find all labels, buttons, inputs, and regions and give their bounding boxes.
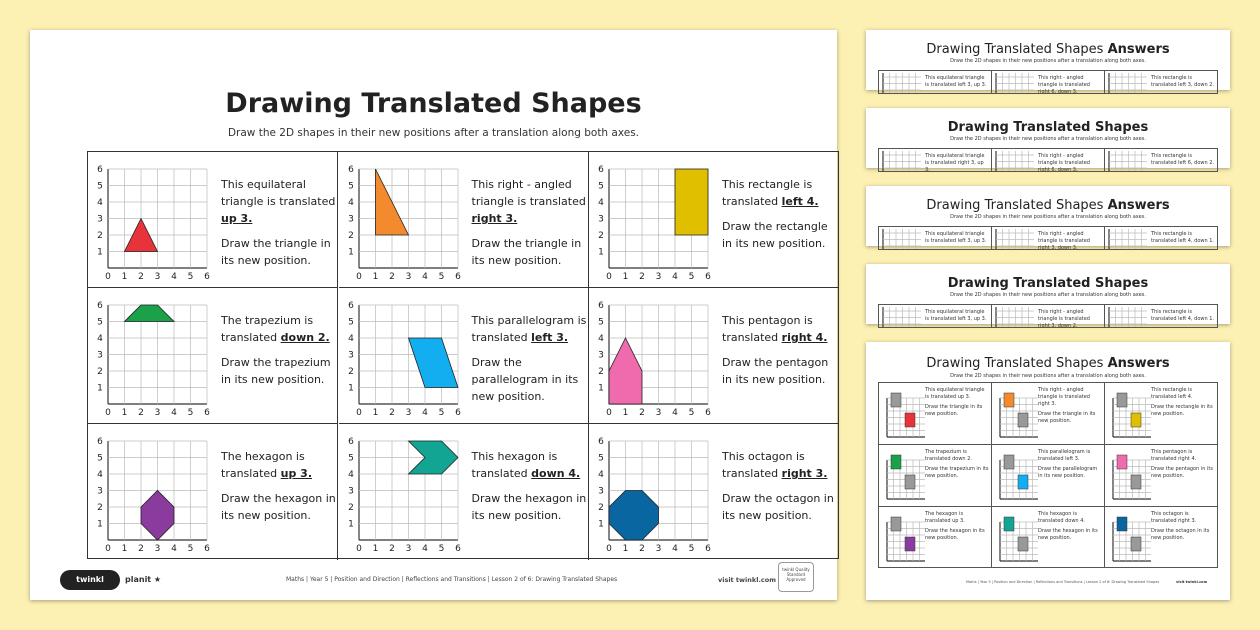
y-tick-label: 5 [97,453,103,464]
y-tick-label: 4 [598,334,604,344]
x-tick-label: 1 [622,408,629,418]
rectangle-shape [675,169,708,235]
y-tick-label: 4 [97,334,103,344]
x-tick-label: 3 [154,272,161,282]
x-tick-label: 6 [705,544,711,554]
preview-page[interactable] [866,186,1230,250]
x-tick-label: 0 [606,544,612,554]
exercise-cell [88,424,338,560]
instruction-text: The trapezium is translated down 2. Draw the trapezium in its new position. [221,314,331,386]
preview-page[interactable] [866,264,1230,328]
preview-title: Drawing Translated Shapes Answers [926,42,1170,57]
x-tick-label: 0 [105,272,111,282]
twinkl-logo: twinkl [60,570,120,590]
answer-cell [879,507,992,568]
y-tick-label: 1 [598,519,604,530]
x-tick-label: 2 [138,408,144,418]
y-tick-label: 1 [598,383,604,394]
x-tick-label: 1 [121,408,128,418]
coordinate-grid [339,152,471,288]
parallelogram-shape [408,338,458,388]
y-tick-label: 5 [97,317,103,328]
exercise-cell [88,288,338,424]
translated-shape [905,537,915,551]
y-tick-label: 1 [97,519,103,530]
y-tick-label: 6 [347,301,354,311]
exercise-cell [88,152,338,288]
y-tick-label: 2 [347,231,354,241]
answer-text: The hexagon is translated up 3. Draw the hexagon in its new position. [925,511,985,541]
y-tick-label: 5 [598,317,604,328]
hexagon-shape [141,491,174,541]
exercise-cell [589,288,839,424]
instruction-text: This right - angled triangle is translated right 3. Draw the triangle in its new position. [471,178,586,267]
preview-cell [879,305,992,328]
answers-grid [878,382,1218,568]
x-tick-label: 4 [171,408,177,418]
coordinate-grid [88,152,220,288]
x-tick-label: 2 [639,544,645,554]
x-tick-label: 6 [454,408,461,418]
y-tick-label: 5 [97,181,103,192]
translated-shape [1018,475,1028,489]
preview-cell-text: This right - angled triangle is translated right 6, down 3. [1038,75,1090,94]
x-tick-label: 0 [105,544,111,554]
preview-cell [879,71,992,94]
answer-text: This rectangle is translated left 4. Draw the rectangle in its new position. [1151,387,1213,417]
original-shape [891,393,901,407]
y-tick-label: 2 [598,503,604,513]
x-tick-label: 2 [388,408,395,418]
y-tick-label: 2 [347,503,354,513]
translated-shape [1131,475,1141,489]
instruction-text: This pentagon is translated right 4. Draw the pentagon in its new position. [722,314,829,386]
coordinate-grid [589,152,721,288]
y-tick-label: 2 [598,367,604,377]
answer-cell [1105,445,1218,507]
y-tick-label: 6 [598,165,604,175]
y-tick-label: 6 [598,437,604,447]
answer-text: The trapezium is translated down 2. Draw the trapezium in its new position. [925,449,989,479]
preview-subtitle: Draw the 2D shapes in their new positions after a translation along both axes. [950,136,1146,142]
preview-cell-text: This rectangle is translated left 4, down 1. [1151,309,1215,322]
preview-cell [992,71,1105,94]
y-tick-label: 6 [347,165,354,175]
y-tick-label: 4 [347,334,354,344]
preview-page[interactable] [866,108,1230,172]
instruction-text: This rectangle is translated left 4. Draw the rectangle in its new position. [722,178,828,250]
y-tick-label: 5 [347,181,354,192]
x-tick-label: 1 [372,272,378,282]
instruction-text: This parallelogram is translated left 3. Draw the parallelogram in its new position. [471,314,587,403]
y-tick-label: 4 [347,198,354,208]
y-tick-label: 3 [97,486,103,497]
y-tick-label: 3 [598,214,604,225]
y-tick-label: 4 [97,198,103,208]
preview-cell-text: This rectangle is translated left 6, down 2. [1151,153,1215,166]
coordinate-grid [88,288,220,424]
x-tick-label: 1 [121,544,128,554]
answer-text: This pentagon is translated right 4. Draw the pentagon in its new position. [1151,449,1213,479]
answer-text: This hexagon is translated down 4. Draw the hexagon in its new position. [1038,511,1098,541]
preview-cell [879,149,992,172]
page-title: Drawing Translated Shapes [225,88,642,119]
preview-subtitle: Draw the 2D shapes in their new positions after a translation along both axes. [950,292,1146,298]
worksheet-page [30,30,837,600]
y-tick-label: 1 [347,383,354,394]
answer-cell [1105,383,1218,445]
answer-text: This parallelogram is translated left 3. Draw the parallelogram in its new position. [1038,449,1098,479]
preview-cell-text: This equilateral triangle is translated right 3, up 3. [925,153,985,172]
x-tick-label: 5 [187,272,194,282]
coordinate-grid [589,424,721,560]
preview-cell-text: This equilateral triangle is translated left 3, up 3. [925,231,987,244]
x-tick-label: 3 [154,544,161,554]
preview-cell [992,149,1105,172]
translated-shape [905,413,915,427]
y-tick-label: 1 [347,247,354,258]
y-tick-label: 3 [598,486,604,497]
preview-cell-text: This rectangle is translated left 4, down 1. [1151,231,1215,244]
quality-badge: twinkl Quality Standard Approved [778,562,814,592]
answer-cell [992,445,1105,507]
x-tick-label: 3 [655,272,662,282]
y-tick-label: 6 [97,301,103,311]
x-tick-label: 6 [705,272,711,282]
preview-cell [1105,305,1218,328]
translated-shape [1018,537,1028,551]
preview-cell-text: This right - angled triangle is translated right 3, down 2. [1038,309,1090,328]
x-tick-label: 6 [454,272,461,282]
x-tick-label: 4 [421,408,428,418]
x-tick-label: 2 [388,272,395,282]
coordinate-grid [339,424,471,560]
answer-text: This octagon is translated right 3. Draw the octagon in its new position. [1151,511,1210,541]
y-tick-label: 3 [347,350,354,361]
x-tick-label: 4 [171,544,177,554]
x-tick-label: 0 [105,408,111,418]
y-tick-label: 2 [97,503,103,513]
preview-page[interactable] [866,30,1230,94]
original-shape [1117,455,1127,469]
x-tick-label: 3 [655,544,662,554]
preview-row [878,70,1218,94]
x-tick-label: 4 [672,272,678,282]
x-tick-label: 4 [421,544,428,554]
x-tick-label: 5 [438,544,444,554]
footer-visit-link[interactable]: visit twinkl.com [718,576,777,584]
x-tick-label: 1 [372,408,378,418]
y-tick-label: 1 [598,247,604,258]
answers-subtitle: Draw the 2D shapes in their new positions after a translation along both axes. [950,373,1146,379]
x-tick-label: 2 [639,408,645,418]
exercise-cell [339,152,589,288]
x-tick-label: 0 [355,544,362,554]
x-tick-label: 2 [639,272,645,282]
y-tick-label: 5 [598,453,604,464]
y-tick-label: 5 [347,453,354,464]
x-tick-label: 5 [688,544,695,554]
y-tick-label: 5 [347,317,354,328]
page-subtitle: Draw the 2D shapes in their new positions after a translation along both axes. [227,127,640,139]
answer-cell [992,383,1105,445]
x-tick-label: 5 [438,408,444,418]
y-tick-label: 1 [97,247,103,258]
y-tick-label: 2 [347,367,354,377]
x-tick-label: 0 [355,272,362,282]
original-shape [1004,455,1014,469]
answers-title: Drawing Translated Shapes Answers [926,356,1170,371]
preview-subtitle: Draw the 2D shapes in their new positions after a translation along both axes. [950,214,1146,220]
y-tick-label: 1 [97,383,103,394]
y-tick-label: 6 [97,437,103,447]
preview-row [878,304,1218,328]
x-tick-label: 6 [705,408,711,418]
y-tick-label: 3 [347,486,354,497]
exercise-cell [589,424,839,560]
preview-cell [1105,71,1218,94]
coordinate-grid [88,424,220,560]
original-shape [1117,393,1127,407]
answer-text: This right - angled triangle is translated right 3. Draw the triangle in its new position. [1038,387,1096,424]
preview-cell-text: This rectangle is translated left 3, down 2. [1151,75,1215,88]
answer-cell [879,383,992,445]
x-tick-label: 6 [204,408,210,418]
pentagon-shape [609,338,642,404]
preview-cell [1105,227,1218,250]
instruction-text: The hexagon is translated up 3. Draw the hexagon in its new position. [221,450,336,522]
preview-cell [992,305,1105,328]
translated-shape [1131,413,1141,427]
x-tick-label: 6 [454,544,461,554]
x-tick-label: 2 [138,272,144,282]
y-tick-label: 4 [598,198,604,208]
coordinate-grid [589,288,721,424]
x-tick-label: 6 [204,544,210,554]
x-tick-label: 1 [372,544,378,554]
y-tick-label: 5 [598,181,604,192]
preview-cell-text: This equilateral triangle is translated left 3, up 3. [925,309,987,322]
y-tick-label: 3 [97,214,103,225]
original-shape [1117,517,1127,531]
exercise-cell [589,152,839,288]
preview-title: Drawing Translated Shapes Answers [926,198,1170,213]
x-tick-label: 1 [121,272,128,282]
x-tick-label: 3 [154,408,161,418]
exercise-cell [339,288,589,424]
answers-page[interactable] [866,342,1230,600]
x-tick-label: 5 [688,408,695,418]
planit-logo: planit ★ [125,575,162,584]
x-tick-label: 4 [672,408,678,418]
preview-cell-text: This right - angled triangle is translated right 3, down 3. [1038,231,1090,250]
y-tick-label: 3 [97,350,103,361]
x-tick-label: 2 [388,544,395,554]
y-tick-label: 6 [97,165,103,175]
x-tick-label: 4 [672,544,678,554]
answers-visit-link[interactable]: visit twinkl.com [1176,580,1208,584]
preview-cell-text: This right - angled triangle is translated right 6, down 3. [1038,153,1090,172]
instruction-text: This octagon is translated right 3. Draw the octagon in its new position. [722,450,834,522]
answer-cell [1105,507,1218,568]
x-tick-label: 1 [622,272,629,282]
preview-subtitle: Draw the 2D shapes in their new positions after a translation along both axes. [950,58,1146,64]
answer-cell [879,445,992,507]
preview-cell [992,227,1105,250]
preview-row [878,226,1218,250]
y-tick-label: 2 [97,231,103,241]
preview-title: Drawing Translated Shapes [947,120,1149,135]
y-tick-label: 4 [97,470,103,480]
y-tick-label: 1 [347,519,354,530]
translated-shape [905,475,915,489]
answers-footer: Maths | Year 5 | Position and Direction | Reflections and Transitions | Lesson 2 of 6: Drawing Translated Shapes [966,580,1160,584]
x-tick-label: 3 [655,408,662,418]
x-tick-label: 1 [622,544,629,554]
x-tick-label: 4 [421,272,428,282]
translated-shape [1131,537,1141,551]
x-tick-label: 0 [606,408,612,418]
y-tick-label: 3 [347,214,354,225]
y-tick-label: 4 [598,470,604,480]
x-tick-label: 4 [171,272,177,282]
coordinate-grid [339,288,471,424]
exercise-cell [339,424,589,560]
x-tick-label: 5 [688,272,695,282]
instruction-text: This equilateral triangle is translated up 3. Draw the triangle in its new position. [221,178,336,267]
x-tick-label: 5 [187,408,194,418]
y-tick-label: 4 [347,470,354,480]
preview-cell [879,227,992,250]
footer [30,567,837,600]
octagon-shape [609,491,659,541]
preview-cell-text: This equilateral triangle is translated left 3, up 3. [925,75,987,88]
original-shape [891,455,901,469]
trapezium-shape [125,305,175,322]
y-tick-label: 3 [598,350,604,361]
x-tick-label: 3 [405,408,411,418]
original-shape [1004,517,1014,531]
x-tick-label: 0 [355,408,362,418]
x-tick-label: 5 [438,272,444,282]
y-tick-label: 6 [347,437,354,447]
answer-text: This equilateral triangle is translated up 3. Draw the triangle in its new position. [925,387,985,417]
y-tick-label: 6 [598,301,604,311]
x-tick-label: 2 [138,544,144,554]
translated-shape [1018,413,1028,427]
x-tick-label: 3 [405,272,411,282]
original-shape [1004,393,1014,407]
preview-cell [1105,149,1218,172]
x-tick-label: 5 [187,544,194,554]
y-tick-label: 2 [598,231,604,241]
x-tick-label: 0 [606,272,612,282]
answer-cell [992,507,1105,568]
x-tick-label: 3 [405,544,411,554]
exercise-grid [87,151,839,559]
preview-title: Drawing Translated Shapes [947,276,1149,291]
x-tick-label: 6 [204,272,210,282]
preview-row [878,148,1218,172]
y-tick-label: 2 [97,367,103,377]
footer-text: Maths | Year 5 | Position and Direction | Reflections and Transitions | Lesson 2 of 6: Drawing Translated Shapes [286,576,618,583]
original-shape [891,517,901,531]
instruction-text: This hexagon is translated down 4. Draw the hexagon in its new position. [471,450,587,522]
